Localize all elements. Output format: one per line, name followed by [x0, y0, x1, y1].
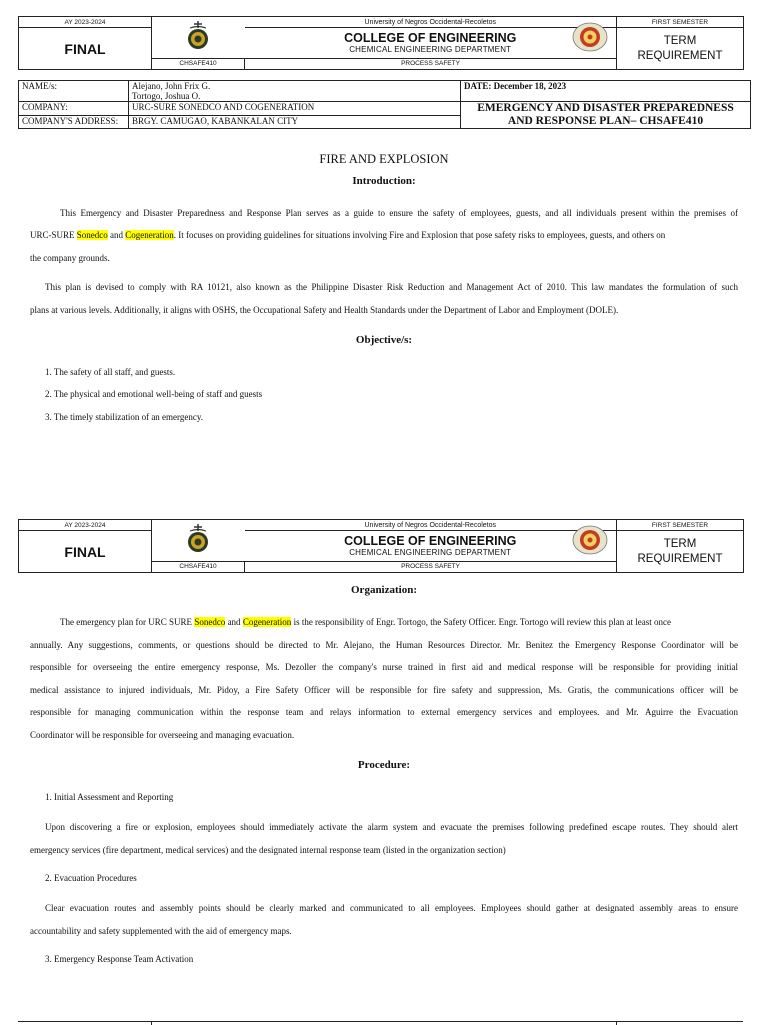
plan-title	[461, 102, 751, 129]
introduction-heading: Introduction:	[352, 175, 416, 187]
term-requirement	[617, 531, 744, 573]
highlight-sonedco: Sonedco	[76, 230, 108, 240]
semester: FIRST SEMESTER	[617, 520, 744, 531]
highlight-sonedco: Sonedco	[194, 617, 226, 627]
next-page-header-edge	[18, 1021, 743, 1025]
company-name: URC-SURE SONEDCO AND COGENERATION	[129, 102, 461, 116]
course-name: PROCESS SAFETY	[245, 58, 617, 69]
college-name: COLLEGE OF ENGINEERING	[344, 30, 517, 45]
school-logo-cell	[152, 520, 245, 562]
procedure-step-2: 2. Evacuation Procedures	[45, 873, 137, 883]
procedure-step-2-line-2: accountability and safety supplemented with the aid of emergency maps.	[30, 926, 292, 936]
objectives-heading: Objective/s:	[355, 334, 413, 346]
organization-line-3: responsible for overseeing the entire emergency response, Ms. Dezoller the company's nurse trained in first aid and medical response will be responsible for providing initial	[30, 662, 738, 672]
name-2: Tortogo, Joshua O.	[132, 91, 201, 101]
organization-line-4: medical assistance to injured individuals, Mr. Pidoy, a Fire Safety Officer will be responsible for fire safety and suppression, Ms. Gratis, the communications officer will be	[30, 685, 738, 695]
college-block	[245, 28, 617, 58]
organization-line-1: The emergency plan for URC SURE Sonedco and Cogeneration is the responsibility of Engr. Tortogo, the Safety Officer. Engr. Tortogo will review this plan at least once	[60, 617, 671, 627]
academic-year: AY 2023-2024	[19, 520, 152, 531]
college-block	[245, 531, 617, 561]
course-code: CHSAFE410	[152, 58, 245, 69]
intro-paragraph-1-line-3: the company grounds.	[30, 253, 110, 263]
intro-paragraph-2-line-1: This plan is devised to comply with RA 10121, also known as the Philippine Disaster Risk Reduction and Management Act of 2010. This law mandates the formulation of such	[45, 282, 738, 292]
academic-year: AY 2023-2024	[19, 17, 152, 28]
organization-heading: Organization:	[351, 584, 417, 596]
intro-paragraph-2-line-2: plans at various levels. Additionally, it aligns with OSHS, the Occupational Safety and Health Standards under the Department of Labor and Employment (DOLE).	[30, 305, 619, 315]
university-name: University of Negros Occidental-Recoletos	[245, 17, 617, 28]
university-name: University of Negros Occidental-Recoletos	[245, 520, 617, 531]
semester: FIRST SEMESTER	[617, 17, 744, 28]
date: DATE: December 18, 2023	[461, 81, 751, 102]
procedure-step-1: 1. Initial Assessment and Reporting	[45, 792, 174, 802]
company-label: COMPANY:	[19, 102, 129, 116]
department-seal-icon	[572, 22, 608, 52]
term-line2: REQUIREMENT	[637, 49, 723, 62]
department-name: CHEMICAL ENGINEERING DEPARTMENT	[349, 547, 512, 557]
plan-title-line1: EMERGENCY AND DISASTER PREPAREDNESS	[477, 102, 734, 114]
company-address: BRGY. CAMUGAO, KABANKALAN CITY	[129, 115, 461, 129]
page-header	[18, 16, 743, 70]
name-label: NAME/s:	[19, 81, 129, 102]
objective-item-3: 3. The timely stabilization of an emergency.	[45, 412, 204, 422]
final-label: FINAL	[19, 28, 152, 70]
school-seal-icon	[186, 523, 210, 553]
student-info-table	[18, 80, 750, 129]
procedure-step-1-line-1: Upon discovering a fire or explosion, employees should immediately activate the alarm system and evacuate the premises following predefined escape routes. They should alert	[45, 822, 738, 832]
objective-item-1: 1. The safety of all staff, and guests.	[45, 367, 176, 377]
course-code: CHSAFE410	[152, 561, 245, 572]
intro-paragraph-1-line-2: URC-SURE Sonedco and Cogeneration. It focuses on providing guidelines for situations involving Fire and Explosion that pose safety risks to employees, guests, and others on	[30, 230, 666, 240]
address-label: COMPANY'S ADDRESS:	[19, 115, 129, 129]
objective-item-2: 2. The physical and emotional well-being of staff and guests	[45, 389, 263, 399]
name-1: Alejano, John Frix G.	[132, 81, 211, 91]
page-header-2	[18, 519, 743, 573]
school-logo-cell	[152, 17, 245, 59]
organization-line-2: annually. Any suggestions, comments, or questions should be directed to Mr. Alejano, the Human Resources Director. Mr. Benitez the Emergency Response Coordinator will be	[30, 640, 738, 650]
section-title: FIRE AND EXPLOSION	[319, 152, 449, 166]
department-name: CHEMICAL ENGINEERING DEPARTMENT	[349, 44, 512, 54]
final-label: FINAL	[19, 531, 152, 573]
term-line1: TERM	[663, 537, 697, 550]
procedure-heading: Procedure:	[357, 759, 411, 771]
highlight-cogeneration: Cogeneration	[242, 617, 292, 627]
college-name: COLLEGE OF ENGINEERING	[344, 533, 517, 548]
organization-line-6: Coordinator will be responsible for overseeing and managing evacuation.	[30, 730, 295, 740]
intro-paragraph-1-line-1: This Emergency and Disaster Preparedness and Response Plan serves as a guide to ensure the safety of employees, guests, and all individuals present within the premises of	[60, 208, 738, 218]
names	[129, 81, 461, 102]
department-seal-icon	[572, 525, 608, 555]
highlight-cogeneration: Cogeneration	[125, 230, 174, 240]
procedure-step-2-line-1: Clear evacuation routes and assembly points should be clearly marked and communicated to all employees. Employees should gather at designated assembly areas to ensure	[45, 903, 738, 913]
procedure-step-3: 3. Emergency Response Team Activation	[45, 954, 194, 964]
school-seal-icon	[186, 20, 210, 50]
term-requirement	[617, 28, 744, 70]
term-line1: TERM	[663, 34, 697, 47]
course-name: PROCESS SAFETY	[245, 561, 617, 572]
procedure-step-1-line-2: emergency services (fire department, medical services) and the designated internal response team (listed in the organization section)	[30, 845, 506, 855]
plan-title-line2: AND RESPONSE PLAN– CHSAFE410	[507, 115, 704, 127]
term-line2: REQUIREMENT	[637, 552, 723, 565]
organization-line-5: responsible for managing communication within the response team and relays information to external emergency services and employees. and Mr. Aguirre the Evacuation	[30, 707, 738, 717]
